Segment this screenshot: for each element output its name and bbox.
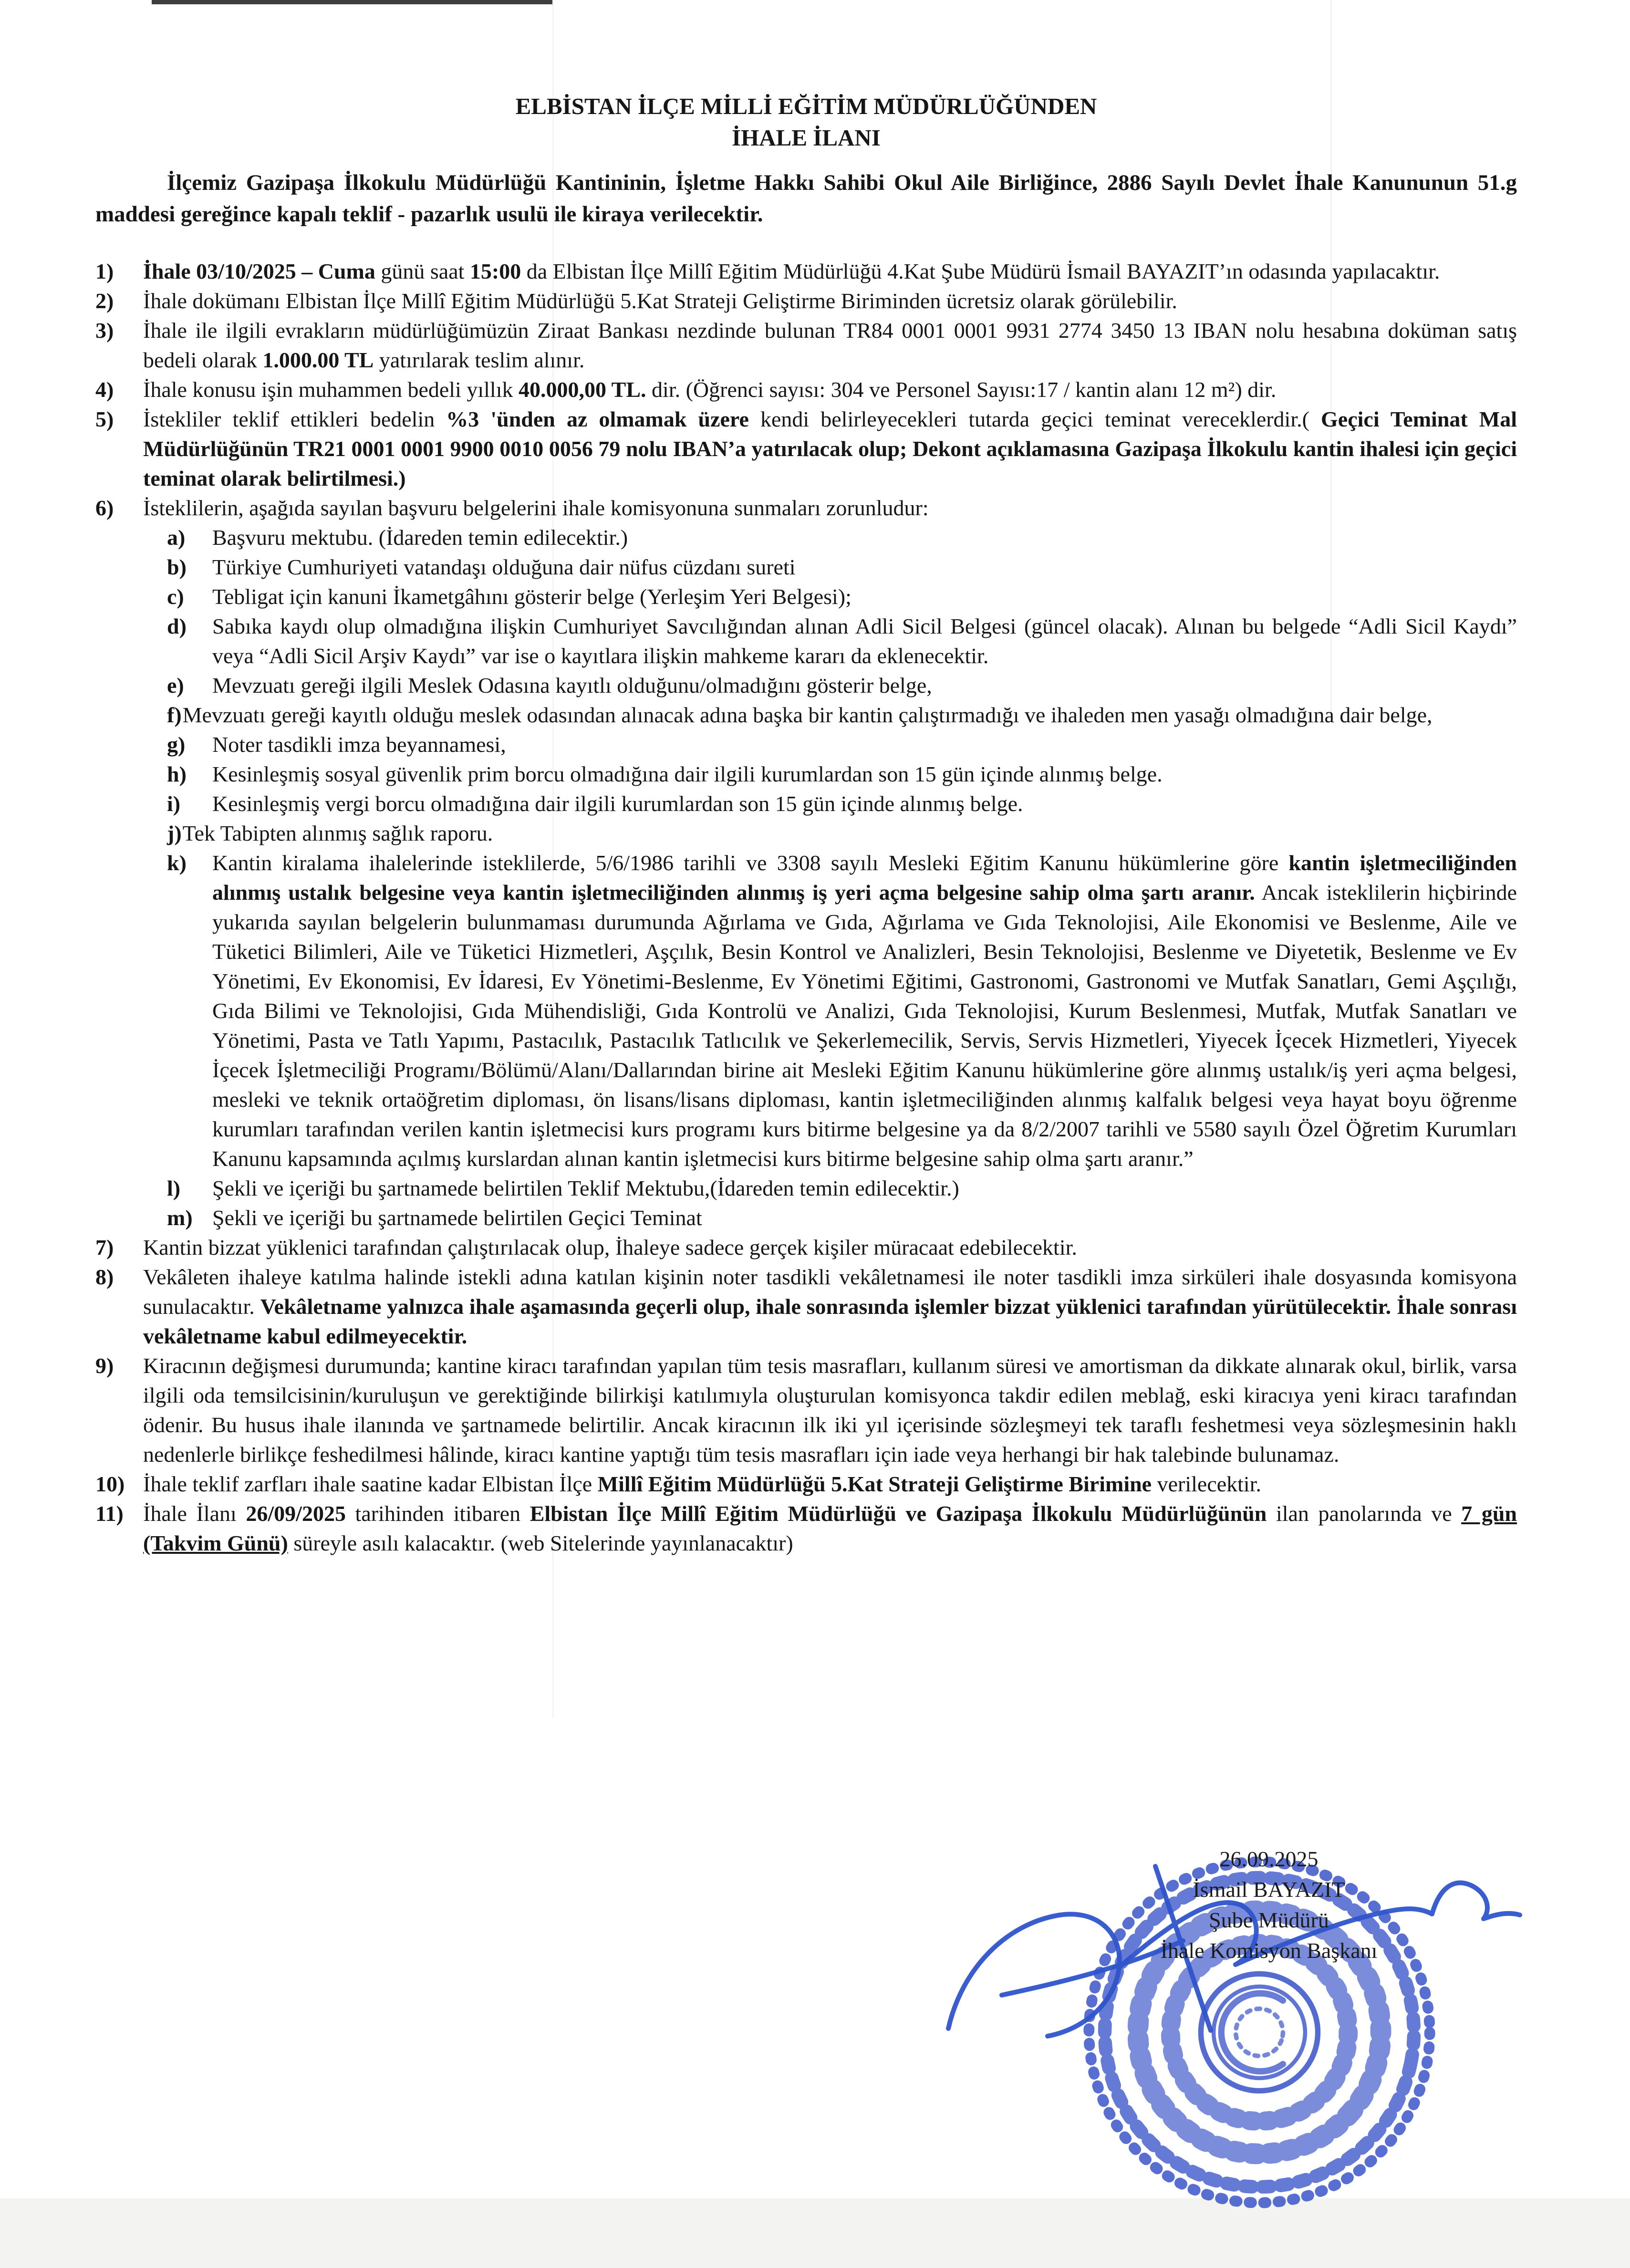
list-marker: j) — [167, 821, 182, 845]
sub-list-item-text — [167, 848, 1517, 1174]
sub-list-item-text — [167, 819, 1517, 848]
sub-list-item-text — [167, 759, 1517, 789]
numbered-list — [95, 257, 1517, 1558]
text-segment: Noter tasdikli imza beyannamesi, — [212, 732, 506, 757]
list-marker: e) — [167, 673, 184, 697]
text-segment: kendi belirleyecekleri tutarda geçici teminat vereceklerdir.( — [748, 407, 1321, 431]
text-segment: Şekli ve içeriği bu şartnamede belirtilen Geçici Teminat — [212, 1206, 702, 1230]
list-item-text — [95, 1499, 1517, 1558]
text-segment: Sabıka kaydı olup olmadığına ilişkin Cumhuriyet Savcılığından alınan Adli Sicil Belgesi (güncel olacak). Alınan bu belgede “Adli Sicil Kaydı” veya “Adli Sicil Arşiv Kaydı” var ise o kayıtlara ilişkin mahkeme kararı da eklenecektir. — [212, 614, 1517, 668]
document-title-line2: İHALE İLANI — [732, 125, 881, 151]
sub-list-item — [167, 848, 1517, 1174]
text-segment: 40.000,00 TL. — [519, 377, 646, 402]
list-item — [95, 405, 1517, 493]
list-marker: l) — [167, 1176, 181, 1200]
text-segment: İsteklilerin, aşağıda sayılan başvuru belgelerini ihale komisyonuna sunmaları zorunludur: — [143, 496, 929, 520]
text-segment: ilan panolarında ve — [1267, 1501, 1462, 1526]
list-item-text — [95, 1351, 1517, 1469]
list-item — [95, 493, 1517, 1233]
list-item-text — [95, 257, 1517, 286]
sub-list-item — [167, 612, 1517, 671]
document-title-line1: ELBİSTAN İLÇE MİLLİ EĞİTİM MÜDÜRLÜĞÜNDEN — [515, 93, 1097, 119]
sub-list-item — [167, 759, 1517, 789]
list-item-text — [95, 286, 1517, 316]
list-marker: 6) — [95, 496, 114, 520]
list-marker: b) — [167, 555, 187, 579]
signature-area — [930, 1818, 1569, 2237]
sub-list-item-text — [167, 700, 1517, 730]
scan-edge-artifact — [152, 0, 552, 4]
list-marker: 8) — [95, 1265, 114, 1289]
text-segment: Mevzuatı gereği ilgili Meslek Odasına kayıtlı olduğunu/olmadığını gösterir belge, — [212, 673, 932, 697]
text-segment: kantin işletmeciliğinden alınmış ustalık belgesine veya kantin işletmeciliğinden alınmış iş yeri açma belgesine sahip olma şartı aranır. — [212, 851, 1517, 905]
text-segment: 26/09/2025 — [246, 1501, 346, 1526]
list-marker: 2) — [95, 289, 114, 313]
text-segment: Geçici Teminat Mal Müdürlüğünün TR21 0001 0001 9900 0010 0056 79 nolu IBAN’a yatırılacak olup; Dekont açıklamasına Gazipaşa İlkokulu kantin ihalesi için geçici teminat olarak belirtilmesi.) — [143, 407, 1517, 490]
list-marker: m) — [167, 1206, 193, 1230]
text-segment: Ancak isteklilerin hiçbirinde yukarıda sayılan belgelerin bulunmaması durumunda Ağırlama ve Gıda, Ağırlama ve Gıda Teknolojisi, Aile Ekonomisi ve Beslenme, Aile ve Tüketici Bilimleri, Aile ve Tüketici Hizmetleri, Aşçılık, Besin Kontrol ve Analizleri, Besin Teknolojisi, Beslenme ve Diyetetik, Beslenme ve Ev Yönetimi, Ev Ekonomisi, Ev İdaresi, Ev Yönetimi-Beslenme, Ev Yönetimi Eğitimi, Gastronomi, Gastronomi ve Mutfak Sanatları, Gemi Aşçılığı, Gıda Bilimi ve Teknolojisi, Gıda Mühendisliği, Gıda Kontrolü ve Analizi, Gıda Teknolojisi, Kurum Beslenmesi, Mutfak, Mutfak Sanatları ve Yönetimi, Pasta ve Tatlı Yapımı, Pastacılık, Pastacılık Tatlıcılık ve Şekerlemecilik, Servis, Servis Hizmetleri, Yiyecek İçecek Hizmetleri, Yiyecek İçecek İşletmeciliği Programı/Bölümü/Alanı/Dallarından birine ait Mesleki Eğitim Kanunu hükümlerine göre alınmış ustalık/iş yeri açma belgesi, mesleki ve teknik ortaöğretim diploması, ön lisans/lisans diploması, kantin işletmeciliğinden alınmış kalfalık belgesi veya hayat boyu öğrenme kurumları tarafından verilen kantin işletmecisi kurs programı kurs bitirme belgesine ya da 8/2/2007 tarihli ve 5580 sayılı Özel Öğretim Kurumları Kanunu kapsamında açılmış kurslardan alınan kantin işletmecisi kurs bitirme belgesine sahip olma şartı aranır.” — [212, 880, 1517, 1171]
list-marker: g) — [167, 732, 186, 757]
list-marker: 3) — [95, 318, 114, 343]
text-segment: 7 gün (Takvim Günü) — [143, 1501, 1517, 1555]
text-segment: İstekliler teklif ettikleri bedelin — [143, 407, 446, 431]
text-segment: Kesinleşmiş vergi borcu olmadığına dair ilgili kurumlardan son 15 gün içinde alınmış belge. — [212, 791, 1023, 816]
sub-list-item-text — [167, 523, 1517, 552]
list-marker: 4) — [95, 377, 114, 402]
list-marker: 1) — [95, 259, 114, 283]
list-marker: h) — [167, 762, 187, 786]
signature-date: 26.09.2025 — [1219, 1847, 1319, 1871]
sub-list-item-text — [167, 1203, 1517, 1233]
list-marker: i) — [167, 791, 181, 816]
sub-list-item — [167, 552, 1517, 582]
list-item — [95, 1469, 1517, 1499]
text-segment: Türkiye Cumhuriyeti vatandaşı olduğuna dair nüfus cüzdanı sureti — [212, 555, 796, 579]
text-segment: İhale teklif zarfları ihale saatine kadar Elbistan İlçe — [143, 1472, 598, 1496]
text-segment: 15:00 — [469, 259, 521, 283]
list-item-text — [95, 405, 1517, 493]
list-item — [95, 1499, 1517, 1558]
list-marker: d) — [167, 614, 187, 638]
sub-list-item-text — [167, 552, 1517, 582]
list-marker: 10) — [95, 1472, 125, 1496]
lettered-sublist — [167, 523, 1517, 1233]
list-item-text — [95, 1233, 1517, 1262]
text-segment: Kiracının değişmesi durumunda; kantine kiracı tarafından yapılan tüm tesis masrafları, kullanım süresi ve amortisman da dikkate alınarak okul, birlik, varsa ilgili oda temsilcisinin/kuruluşun ve gerektiğinde bilirkişi katılımıyla oluşturulan komisyonca takdir edilen meblağ, eski kiracıya yeni kiracı tarafından ödenir. Bu husus ihale ilanında ve şartnamede belirtilir. Ancak kiracının ilk iki yıl içerisinde sözleşmeyi tek taraflı feshetmesi veya sözleşmesinin haklı nedenlerle birlikçe feshedilmesi hâlinde, kiracı kantine yaptığı tüm tesis masrafları için iade veya herhangi bir hak talebinde bulunamaz. — [143, 1353, 1517, 1467]
list-item-text — [95, 493, 1517, 523]
list-item-text — [95, 1262, 1517, 1351]
text-segment: İhale konusu işin muhammen bedeli yıllık — [143, 377, 519, 402]
list-item — [95, 316, 1517, 375]
sub-list-item — [167, 582, 1517, 612]
text-segment: dir. (Öğrenci sayısı: 304 ve Personel Sayısı:17 / kantin alanı 12 m²) dir. — [646, 377, 1277, 402]
sub-list-item — [167, 789, 1517, 819]
list-item — [95, 375, 1517, 405]
sub-list-item-text — [167, 1174, 1517, 1203]
list-item — [95, 286, 1517, 316]
sub-list-item — [167, 730, 1517, 759]
text-segment: Millî Eğitim Müdürlüğü 5.Kat Strateji Geliştirme Birimine — [597, 1472, 1152, 1496]
text-segment: Vekâletname yalnızca ihale aşamasında geçerli olup, ihale sonrasında işlemler bizzat yüklenici tarafından yürütülecektir. İhale sonrası vekâletname kabul edilmeyecektir. — [143, 1294, 1517, 1348]
text-segment: Başvuru mektubu. (İdareden temin edilecektir.) — [212, 525, 628, 550]
signature-title: Şube Müdürü — [1209, 1908, 1329, 1932]
text-segment: Kesinleşmiş sosyal güvenlik prim borcu olmadığına dair ilgili kurumlardan son 15 gün içinde alınmış belge. — [212, 762, 1163, 786]
list-item-text — [95, 1469, 1517, 1499]
sub-list-item — [167, 700, 1517, 730]
list-marker: f) — [167, 703, 182, 727]
text-segment: günü saat — [375, 259, 470, 283]
text-segment: Mevzuatı gereği kayıtlı olduğu meslek odasından alınacak adına başka bir kantin çalıştırmadığı ve ihaleden men yasağı olmadığına dair belge, — [182, 703, 1433, 727]
text-segment: %3 'ünden az olmamak üzere — [446, 407, 749, 431]
list-marker: 11) — [95, 1501, 124, 1526]
text-segment: tarihinden itibaren — [345, 1501, 530, 1526]
sub-list-item — [167, 819, 1517, 848]
list-item — [95, 1233, 1517, 1262]
list-marker: 9) — [95, 1353, 114, 1378]
list-marker: c) — [167, 584, 184, 609]
text-segment: süreyle asılı kalacaktır. (web Sitelerinde yayınlanacaktır) — [288, 1531, 793, 1555]
sub-list-item — [167, 1174, 1517, 1203]
list-item — [95, 257, 1517, 286]
sub-list-item-text — [167, 612, 1517, 671]
text-segment: Tebligat için kanuni İkametgâhını gösterir belge (Yerleşim Yeri Belgesi); — [212, 584, 851, 609]
text-segment: Vekâleten ihaleye katılma halinde istekli adına katılan kişinin noter tasdikli vekâletnamesi ile noter tasdikli imza sirküleri ihale dosyasında komisyona sunulacaktır. — [143, 1265, 1517, 1319]
list-marker: a) — [167, 525, 186, 550]
sub-list-item-text — [167, 671, 1517, 700]
sub-list-item-text — [167, 789, 1517, 819]
list-item — [95, 1351, 1517, 1469]
signature-block — [1054, 1844, 1484, 1966]
text-segment: Elbistan İlçe Millî Eğitim Müdürlüğü ve Gazipaşa İlkokulu Müdürlüğünün — [529, 1501, 1267, 1526]
intro-paragraph: İlçemiz Gazipaşa İlkokulu Müdürlüğü Kantininin, İşletme Hakkı Sahibi Okul Aile Birliğince, 2886 Sayılı Devlet İhale Kanununun 51.g maddesi gereğince kapalı teklif - pazarlık usulü ile kiraya verilecektir. — [95, 170, 1517, 227]
text-segment: İhale ile ilgili evrakların müdürlüğümüzün Ziraat Bankası nezdinde bulunan TR84 0001 0001 9931 2774 3450 13 IBAN nolu hesabına doküman satış bedeli olarak — [143, 318, 1517, 372]
text-segment: Kantin bizzat yüklenici tarafından çalıştırılacak olup, İhaleye sadece gerçek kişiler müracaat edebilecektir. — [143, 1235, 1077, 1259]
list-marker: k) — [167, 851, 187, 875]
list-item-text — [95, 316, 1517, 375]
sub-list-item-text — [167, 730, 1517, 759]
text-segment: da Elbistan İlçe Millî Eğitim Müdürlüğü 4.Kat Şube Müdürü İsmail BAYAZIT’ın odasında yapılacaktır. — [521, 259, 1440, 283]
sub-list-item — [167, 523, 1517, 552]
signature-role: İhale Komisyon Başkanı — [1160, 1938, 1378, 1963]
text-segment: yatırılarak teslim alınır. — [374, 348, 585, 372]
text-segment: 1.000.00 TL — [262, 348, 374, 372]
text-segment: Kantin kiralama ihalelerinde isteklilerde, 5/6/1986 tarihli ve 3308 sayılı Mesleki Eğitim Kanunu hükümlerine göre — [212, 851, 1289, 875]
sub-list-item — [167, 1203, 1517, 1233]
list-item-text — [95, 375, 1517, 405]
text-segment: İhale dokümanı Elbistan İlçe Millî Eğitim Müdürlüğü 5.Kat Strateji Geliştirme Biriminden ücretsiz olarak görülebilir. — [143, 289, 1177, 313]
text-segment: verilecektir. — [1152, 1472, 1261, 1496]
text-segment: İhale İlanı — [143, 1501, 246, 1526]
sub-list-item — [167, 671, 1517, 700]
signature-name: İsmail BAYAZIT — [1193, 1877, 1345, 1902]
list-marker: 5) — [95, 407, 114, 431]
list-marker: 7) — [95, 1235, 114, 1259]
sub-list-item-text — [167, 582, 1517, 612]
text-segment: Şekli ve içeriği bu şartnamede belirtilen Teklif Mektubu,(İdareden temin edilecektir.) — [212, 1176, 959, 1200]
text-segment: İhale 03/10/2025 – Cuma — [143, 259, 375, 283]
text-segment: Tek Tabipten alınmış sağlık raporu. — [182, 821, 493, 845]
list-item — [95, 1262, 1517, 1351]
